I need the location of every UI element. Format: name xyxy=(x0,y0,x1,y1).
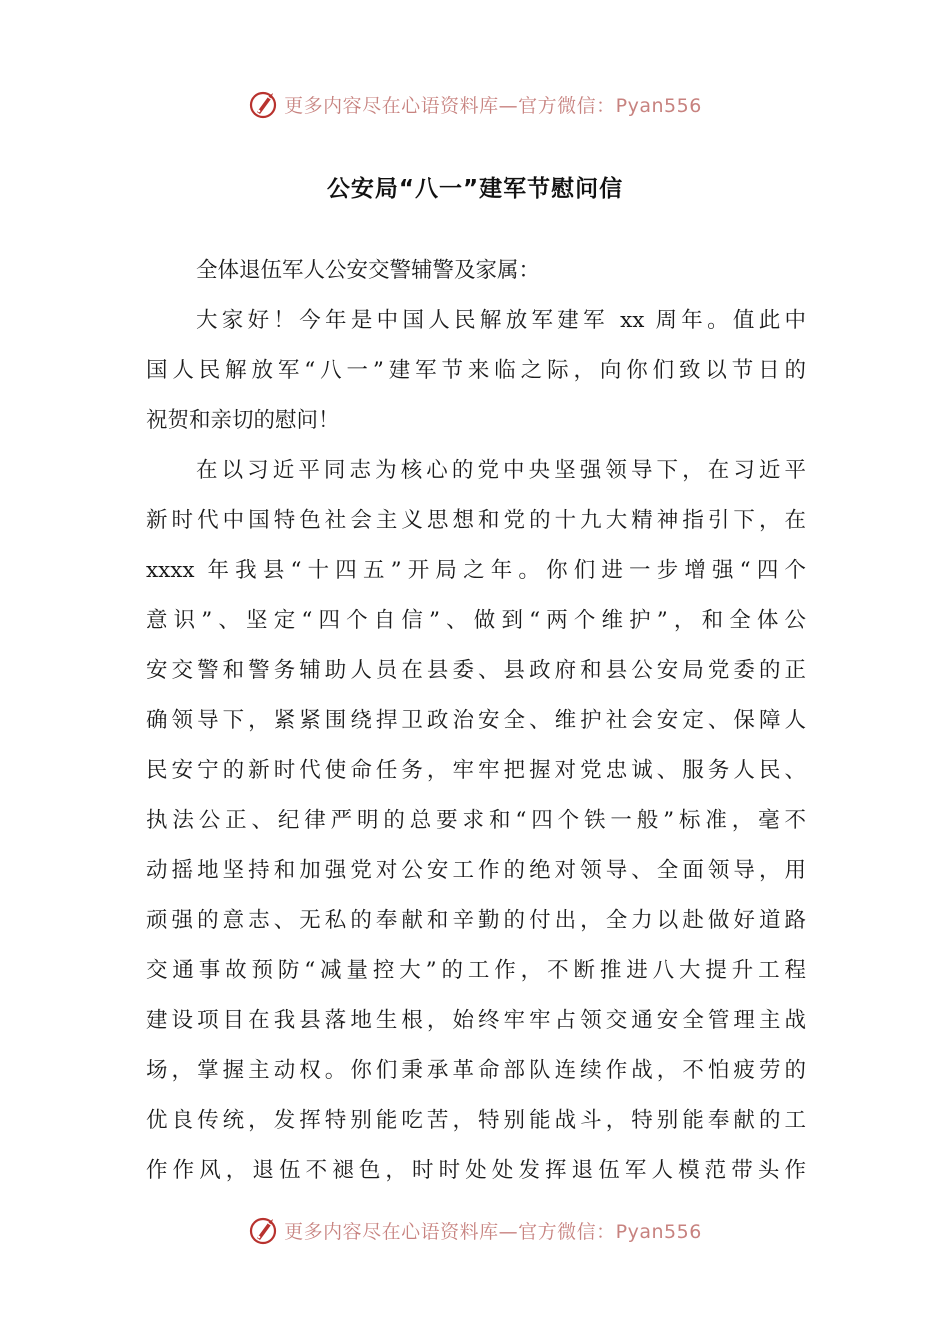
body-line: xxxx 年我县“十四五”开局之年。你们进一步增强“四个 xyxy=(146,558,806,583)
body-line: 交通事故预防“减量控大”的工作，不断推进八大提升工程 xyxy=(146,958,806,983)
document-title: 公安局“八一”建军节慰问信 xyxy=(326,176,624,202)
body-line: 国人民解放军“八一”建军节来临之际，向你们致以节日的 xyxy=(146,358,806,383)
body-line: 新时代中国特色社会主义思想和党的十九大精神指引下，在 xyxy=(146,508,806,533)
pen-logo-icon xyxy=(248,1214,280,1246)
body-line: 执法公正、纪律严明的总要求和“四个铁一般”标准，毫不 xyxy=(146,808,806,833)
body-line: 场，掌握主动权。你们秉承革命部队连续作战，不怕疲劳的 xyxy=(146,1058,806,1083)
body-line: 作作风，退伍不褪色，时时处处发挥退伍军人模范带头作 xyxy=(146,1158,806,1183)
salutation-line: 全体退伍军人公安交警辅警及家属： xyxy=(196,258,541,283)
body-line: 安交警和警务辅助人员在县委、县政府和县公安局党委的正 xyxy=(146,658,806,683)
body-line: 民安宁的新时代使命任务，牢牢把握对党忠诚、服务人民、 xyxy=(146,758,806,783)
body-line: 建设项目在我县落地生根，始终牢牢占领交通安全管理主战 xyxy=(146,1008,806,1033)
banner-text: 更多内容尽在心语资料库—官方微信：Pyan556 xyxy=(284,94,702,117)
body-line: 祝贺和亲切的慰问！ xyxy=(146,408,340,433)
pen-logo-icon xyxy=(248,88,280,120)
body-line: 大家好！今年是中国人民解放军建军 xx 周年。值此中 xyxy=(196,308,806,333)
body-line: 动摇地坚持和加强党对公安工作的绝对领导、全面领导，用 xyxy=(146,858,806,883)
body-line: 在以习近平同志为核心的党中央坚强领导下，在习近平 xyxy=(196,458,806,483)
letter-body xyxy=(146,246,806,1196)
banner-text: 更多内容尽在心语资料库—官方微信：Pyan556 xyxy=(284,1220,702,1243)
body-line: 顽强的意志、无私的奉献和辛勤的付出，全力以赴做好道路 xyxy=(146,908,806,933)
footer-banner xyxy=(0,1210,950,1250)
body-line: 确领导下，紧紧围绕捍卫政治安全、维护社会安定、保障人 xyxy=(146,708,806,733)
body-line: 意识”、坚定“四个自信”、做到“两个维护”，和全体公 xyxy=(146,608,806,633)
header-banner xyxy=(0,84,950,124)
body-line: 优良传统，发挥特别能吃苦，特别能战斗，特别能奉献的工 xyxy=(146,1108,806,1133)
